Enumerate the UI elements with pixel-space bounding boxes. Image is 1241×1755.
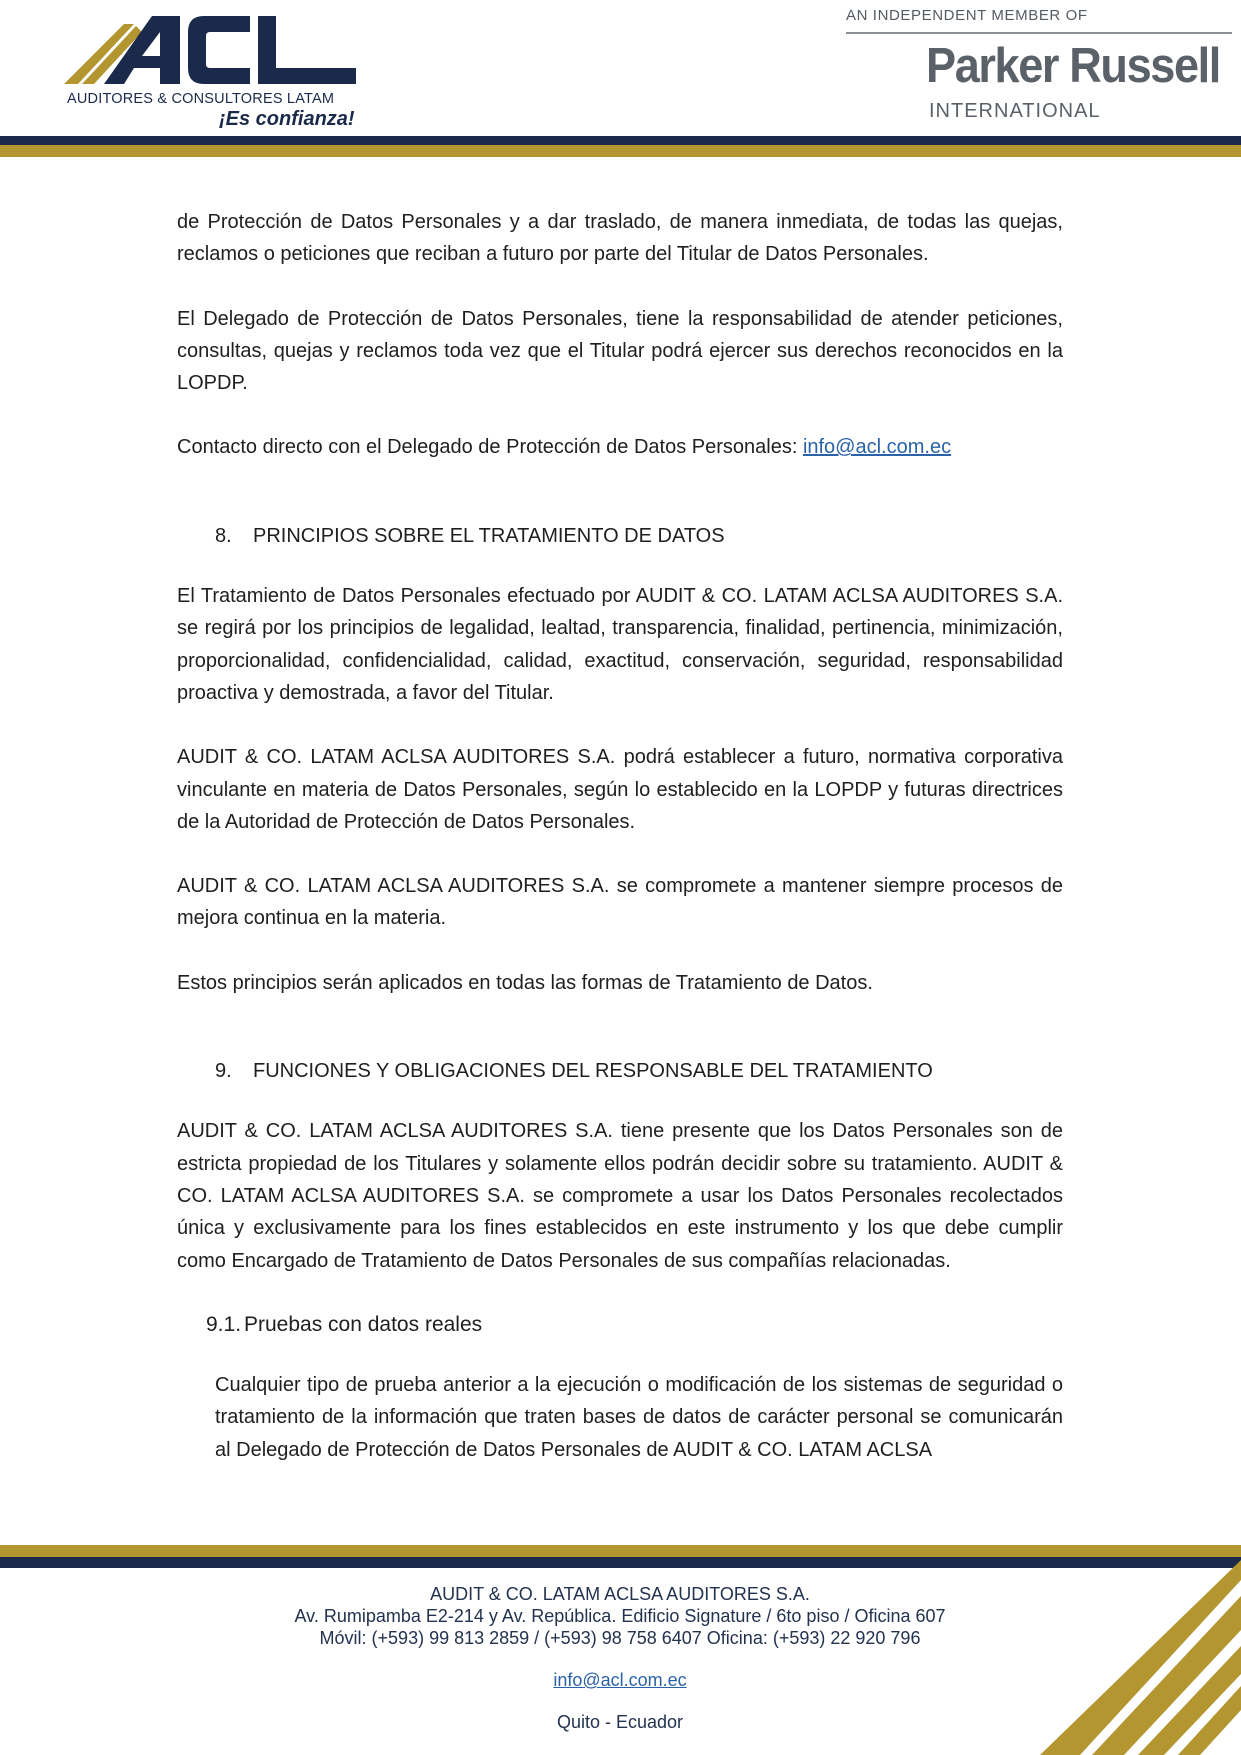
- partner-logo-name: Parker Russell: [926, 39, 1220, 93]
- header-band-navy: [0, 136, 1241, 145]
- road-stripes-decoration: [1040, 1560, 1241, 1755]
- paragraph: AUDIT & CO. LATAM ACLSA AUDITORES S.A. tiene presente que los Datos Personales son de estricta propiedad de los Titulares y solamente ellos podrán decidir sobre su tratamiento. AUDIT & CO. LATAM ACLSA AUDITORES S.A. se compromete a usar los Datos Personales recolectados única y exclusivamente para los fines establecidos en este instrumento y los que debe cumplir como Encargado de Tratamiento de Datos Personales de sus compañías relacionadas.: [177, 1120, 1063, 1272]
- section-title: PRINCIPIOS SOBRE EL TRATAMIENTO DE DATOS: [253, 524, 725, 547]
- section-number: 9.: [215, 1060, 232, 1083]
- section-heading-9: [215, 1055, 1063, 1087]
- subsection-number: 9.1.: [206, 1312, 242, 1336]
- member-note: AN INDEPENDENT MEMBER OF: [846, 7, 1088, 24]
- acl-logo-mark: [64, 12, 364, 92]
- footer-email-link[interactable]: info@acl.com.ec: [553, 1670, 687, 1690]
- footer-address: Av. Rumipamba E2-214 y Av. República. Edificio Signature / 6to piso / Oficina 607: [294, 1606, 946, 1626]
- header-band-gold: [0, 145, 1241, 157]
- partner-logo-subtitle: INTERNATIONAL: [929, 100, 1101, 122]
- paragraph: Cualquier tipo de prueba anterior a la ejecución o modificación de los sistemas de seguridad o tratamiento de la información que traten bases de datos de carácter personal se comunicarán al Delegado de Protección de Datos Personales de AUDIT & CO. LATAM ACLSA: [215, 1374, 1063, 1461]
- subsection-title: Pruebas con datos reales: [244, 1312, 483, 1336]
- paragraph: AUDIT & CO. LATAM ACLSA AUDITORES S.A. podrá establecer a futuro, normativa corporativa vinculante en materia de Datos Personales, según lo establecido en la LOPDP y futuras directrices de la Autoridad de Protección de Datos Personales.: [177, 746, 1063, 833]
- paragraph: El Delegado de Protección de Datos Personales, tiene la responsabilidad de atender peticiones, consultas, quejas y reclamos toda vez que el Titular podrá ejercer sus derechos reconocidos en la LOPDP.: [177, 307, 1063, 395]
- logo-tagline: ¡Es confianza!: [219, 108, 355, 130]
- section-number: 8.: [215, 524, 232, 547]
- footer-band-gold: [0, 1545, 1241, 1557]
- logo-subtitle: AUDITORES & CONSULTORES LATAM: [67, 91, 335, 107]
- subsection-heading-9-1: [206, 1309, 1063, 1341]
- header-divider: [846, 32, 1232, 34]
- section-heading-8: [215, 520, 1063, 552]
- paragraph: AUDIT & CO. LATAM ACLSA AUDITORES S.A. se compromete a mantener siempre procesos de mejora continua en la materia.: [177, 875, 1063, 930]
- footer-city: Quito - Ecuador: [556, 1712, 684, 1732]
- page-footer: [230, 1583, 1010, 1733]
- footer-company: AUDIT & CO. LATAM ACLSA AUDITORES S.A.: [430, 1584, 810, 1604]
- acl-logo: [64, 12, 364, 132]
- paragraph: El Tratamiento de Datos Personales efectuado por AUDIT & CO. LATAM ACLSA AUDITORES S.A. se regirá por los principios de legalidad, lealtad, transparencia, finalidad, pertinencia, minimización, proporcionalidad, confidencialidad, calidad, exactitud, conservación, seguridad, responsabilidad proactiva y demostrada, a favor del Titular.: [177, 585, 1063, 704]
- paragraph: de Protección de Datos Personales y a dar traslado, de manera inmediata, de todas las quejas, reclamos o peticiones que reciban a futuro por parte del Titular de Datos Personales.: [177, 211, 1063, 266]
- document-body: [177, 206, 1063, 1498]
- contact-email-link[interactable]: info@acl.com.ec: [802, 436, 952, 459]
- contact-paragraph: [177, 431, 1063, 463]
- footer-phones: Móvil: (+593) 99 813 2859 / (+593) 98 758 6407 Oficina: (+593) 22 920 796: [319, 1628, 921, 1648]
- contact-text: Contacto directo con el Delegado de Protección de Datos Personales:: [177, 436, 803, 459]
- section-title: FUNCIONES Y OBLIGACIONES DEL RESPONSABLE DEL TRATAMIENTO: [253, 1060, 933, 1083]
- page-header: [0, 0, 1241, 160]
- paragraph: Estos principios serán aplicados en todas las formas de Tratamiento de Datos.: [177, 971, 873, 994]
